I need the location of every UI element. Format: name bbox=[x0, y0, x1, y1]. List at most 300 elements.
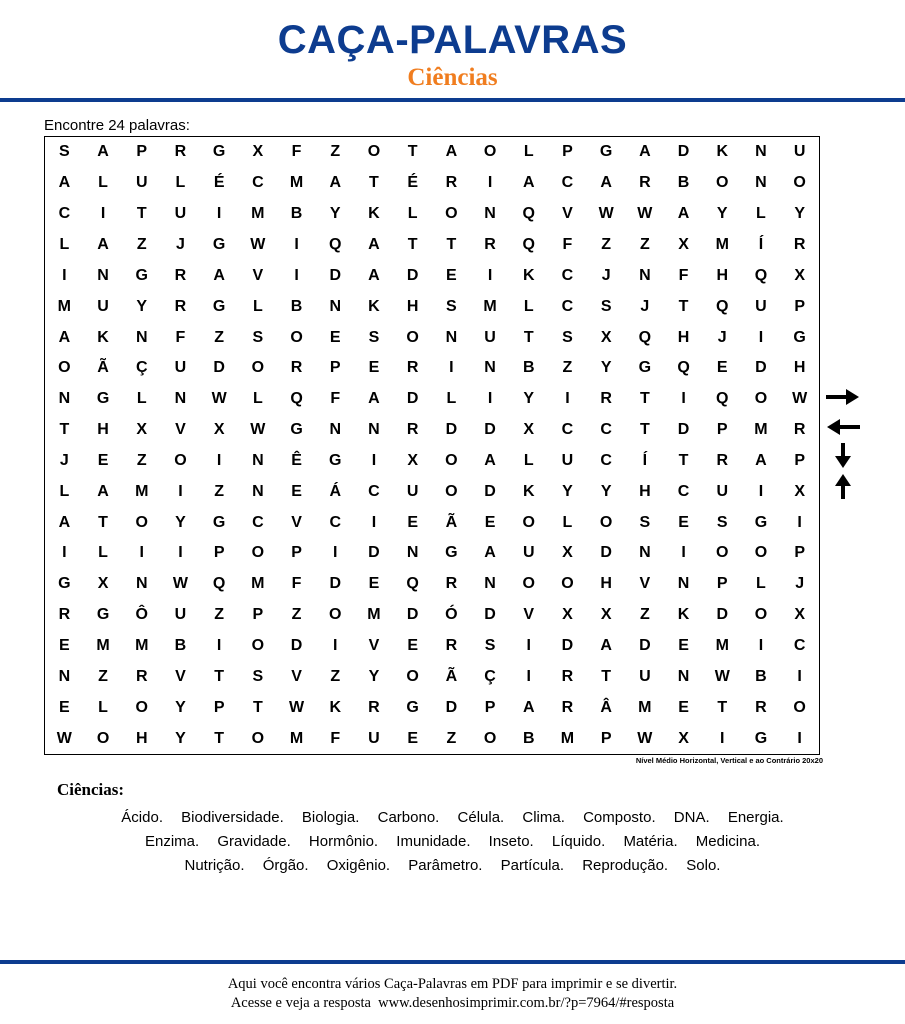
grid-cell: U bbox=[522, 544, 535, 562]
grid-cell: I bbox=[371, 451, 377, 469]
grid-cell: X bbox=[97, 575, 109, 593]
grid-cell: D bbox=[600, 544, 612, 562]
grid-cell: T bbox=[601, 667, 612, 685]
grid-cell: N bbox=[329, 297, 342, 315]
grid-cell: V bbox=[562, 205, 573, 223]
grid-cell: O bbox=[793, 174, 806, 192]
footer bbox=[0, 975, 905, 1013]
grid-cell: I bbox=[62, 544, 67, 562]
grid-cell: Y bbox=[600, 482, 612, 500]
grid-cell: U bbox=[639, 667, 651, 685]
grid-cell: F bbox=[330, 390, 341, 408]
grid-cell: G bbox=[599, 143, 613, 161]
grid-cell: M bbox=[251, 205, 265, 223]
grid-cell: V bbox=[252, 266, 264, 284]
grid-cell: I bbox=[178, 544, 183, 562]
grid-cell: Q bbox=[716, 297, 729, 315]
grid-cell: U bbox=[561, 451, 574, 469]
grid-cell: C bbox=[329, 513, 342, 531]
grid-cell: Q bbox=[212, 575, 226, 593]
grid-cell: X bbox=[794, 606, 805, 624]
word-item: Partícula. bbox=[500, 857, 565, 874]
grid-cell: C bbox=[600, 451, 612, 469]
grid-cell: G bbox=[445, 544, 458, 562]
grid-cell: A bbox=[213, 266, 225, 284]
grid-cell: C bbox=[793, 637, 806, 655]
grid-cell: O bbox=[483, 729, 497, 747]
grid-cell: P bbox=[329, 359, 341, 377]
grid-cell: X bbox=[678, 729, 689, 747]
grid-cell: A bbox=[639, 143, 651, 161]
grid-cell: L bbox=[136, 390, 147, 408]
grid-cell: T bbox=[717, 698, 728, 716]
grid-cell: Y bbox=[562, 482, 573, 500]
grid-cell: G bbox=[96, 390, 110, 408]
grid-cell: G bbox=[212, 297, 226, 315]
grid-cell: L bbox=[98, 174, 108, 192]
word-item: Imunidade. bbox=[396, 833, 471, 850]
grid-cell: Q bbox=[677, 359, 690, 377]
grid-cell: J bbox=[59, 451, 69, 469]
grid-cell: A bbox=[58, 174, 71, 192]
grid-cell: S bbox=[639, 513, 651, 531]
grid-cell: D bbox=[677, 143, 690, 161]
grid-cell: U bbox=[368, 729, 380, 747]
word-item: Matéria. bbox=[623, 833, 678, 850]
grid-cell: W bbox=[288, 698, 305, 716]
grid-cell: Ê bbox=[291, 451, 302, 469]
grid-cell: R bbox=[600, 390, 612, 408]
grid-cell: I bbox=[216, 205, 222, 223]
grid-cell: Z bbox=[562, 359, 573, 377]
grid-cell: E bbox=[716, 359, 728, 377]
grid-cell: J bbox=[175, 235, 185, 253]
grid-cell: K bbox=[716, 143, 729, 161]
grid-cell: Z bbox=[601, 235, 612, 253]
arrow-down-icon bbox=[834, 443, 852, 469]
grid-cell: E bbox=[484, 513, 496, 531]
grid-cell: O bbox=[367, 143, 381, 161]
grid-cell: W bbox=[792, 390, 808, 408]
grid-cell: R bbox=[561, 667, 574, 685]
grid-cell: X bbox=[678, 235, 689, 253]
grid-cell: C bbox=[561, 266, 574, 284]
grid-cell: Y bbox=[329, 205, 341, 223]
footer-divider bbox=[0, 960, 905, 964]
grid-cell: D bbox=[484, 421, 496, 439]
grid-cell: D bbox=[445, 698, 458, 716]
grid-cell: I bbox=[797, 729, 802, 747]
grid-cell: G bbox=[406, 698, 419, 716]
grid-cell: D bbox=[561, 637, 574, 655]
grid-cell: T bbox=[523, 328, 534, 346]
word-item: Biodiversidade. bbox=[181, 809, 284, 826]
grid-cell: M bbox=[483, 297, 497, 315]
grid-cell: M bbox=[367, 606, 381, 624]
grid-cell: G bbox=[754, 729, 768, 747]
word-item: Líquido. bbox=[551, 833, 606, 850]
grid-cell: U bbox=[484, 328, 496, 346]
grid-cell: G bbox=[212, 143, 226, 161]
grid-cell: O bbox=[135, 513, 148, 531]
word-item: Órgão. bbox=[262, 857, 309, 874]
grid-cell: Z bbox=[136, 451, 147, 469]
grid-cell: U bbox=[755, 297, 767, 315]
grid-cell: P bbox=[716, 421, 728, 439]
grid-cell: Q bbox=[638, 328, 652, 346]
grid-cell: I bbox=[526, 637, 531, 655]
grid-cell: O bbox=[135, 698, 148, 716]
grid-cell: T bbox=[407, 235, 418, 253]
grid-cell: C bbox=[252, 174, 264, 192]
grid-cell: I bbox=[139, 544, 144, 562]
grid-cell: V bbox=[523, 606, 535, 624]
grid-cell: P bbox=[562, 143, 573, 161]
footer-line-2: Acesse e veja a resposta www.desenhosimprimir.com.br/?p=7964/#resposta bbox=[230, 995, 675, 1011]
grid-cell: N bbox=[484, 359, 496, 377]
grid-cell: Y bbox=[716, 205, 728, 223]
grid-cell: U bbox=[174, 359, 187, 377]
grid-cell: H bbox=[793, 359, 806, 377]
grid-cell: X bbox=[523, 421, 535, 439]
grid-cell: N bbox=[58, 667, 71, 685]
grid-cell: Z bbox=[330, 143, 341, 161]
grid-cell: G bbox=[754, 513, 768, 531]
grid-cell: G bbox=[638, 359, 652, 377]
grid-cell: Í bbox=[642, 451, 648, 469]
grid-cell: D bbox=[445, 421, 458, 439]
grid-cell: J bbox=[795, 575, 805, 593]
grid-cell: X bbox=[213, 421, 225, 439]
grid-cell: P bbox=[600, 729, 612, 747]
grid-cell: I bbox=[526, 667, 531, 685]
grid-cell: D bbox=[716, 606, 729, 624]
grid-cell: F bbox=[330, 729, 341, 747]
word-item: Medicina. bbox=[695, 833, 760, 850]
grid-cell: Y bbox=[136, 297, 148, 315]
grid-cell: R bbox=[406, 359, 419, 377]
grid-cell: E bbox=[407, 637, 418, 655]
grid-cell: N bbox=[406, 544, 419, 562]
grid-cell: M bbox=[251, 575, 265, 593]
grid-cell: É bbox=[407, 174, 418, 192]
grid-cell: T bbox=[446, 235, 457, 253]
grid-cell: A bbox=[368, 235, 380, 253]
word-item: Ácido. bbox=[121, 809, 163, 826]
grid-cell: Q bbox=[522, 205, 535, 223]
grid-cell: Ô bbox=[135, 606, 148, 624]
grid-cell: K bbox=[97, 328, 109, 346]
grid-cell: D bbox=[368, 544, 380, 562]
grid-cell: W bbox=[637, 205, 653, 223]
grid-cell: Q bbox=[329, 235, 342, 253]
grid-cell: K bbox=[368, 205, 380, 223]
grid-cell: O bbox=[251, 544, 265, 562]
grid-cell: A bbox=[600, 637, 612, 655]
grid-cell: S bbox=[484, 637, 496, 655]
grid-cell: M bbox=[96, 637, 110, 655]
grid-cell: N bbox=[252, 482, 264, 500]
grid-cell: Q bbox=[406, 575, 419, 593]
grid-cell: R bbox=[58, 606, 71, 624]
grid-cell: X bbox=[562, 606, 573, 624]
grid-cell: O bbox=[174, 451, 187, 469]
grid-cell: R bbox=[445, 637, 458, 655]
grid-cell: P bbox=[794, 297, 805, 315]
grid-cell: I bbox=[797, 513, 802, 531]
grid-cell: G bbox=[212, 235, 226, 253]
grid-cell: T bbox=[98, 513, 108, 531]
grid-cell: A bbox=[97, 235, 109, 253]
grid-cell: I bbox=[681, 544, 686, 562]
grid-cell: L bbox=[98, 698, 108, 716]
grid-cell: P bbox=[484, 698, 496, 716]
grid-cell: Á bbox=[329, 482, 342, 500]
grid-cell: U bbox=[135, 174, 148, 192]
grid-cell: Q bbox=[716, 390, 729, 408]
grid-cell: I bbox=[333, 544, 338, 562]
grid-cell: C bbox=[561, 421, 574, 439]
grid-cell: Q bbox=[522, 235, 535, 253]
grid-cell: O bbox=[445, 482, 458, 500]
grid-cell: D bbox=[406, 606, 419, 624]
grid-cell: O bbox=[754, 390, 768, 408]
grid-cell: I bbox=[62, 266, 67, 284]
grid-cell: O bbox=[445, 205, 458, 223]
grid-cell: W bbox=[598, 205, 614, 223]
grid-cell: T bbox=[214, 667, 225, 685]
grid-cell: B bbox=[522, 359, 535, 377]
grid-cell: T bbox=[214, 729, 225, 747]
grid-cell: Í bbox=[758, 235, 764, 253]
grid-cell: H bbox=[716, 266, 729, 284]
word-item: Reprodução. bbox=[582, 857, 669, 874]
grid-cell: Ã bbox=[445, 513, 458, 531]
grid-cell: G bbox=[290, 421, 303, 439]
word-item: Oxigênio. bbox=[326, 857, 391, 874]
grid-cell: Ã bbox=[445, 667, 458, 685]
grid-cell: A bbox=[755, 451, 767, 469]
grid-cell: N bbox=[445, 328, 458, 346]
grid-cell: S bbox=[252, 667, 264, 685]
grid-cell: I bbox=[294, 235, 299, 253]
grid-cell: E bbox=[368, 359, 380, 377]
grid-cell: G bbox=[135, 266, 148, 284]
grid-cell: E bbox=[678, 637, 689, 655]
grid-cell: I bbox=[720, 729, 725, 747]
grid-cell: I bbox=[758, 637, 764, 655]
grid-cell: Y bbox=[600, 359, 612, 377]
word-list-heading: Ciências: bbox=[57, 780, 125, 799]
grid-cell: L bbox=[756, 205, 766, 223]
grid-cell: L bbox=[523, 297, 534, 315]
grid-cell: E bbox=[368, 575, 380, 593]
grid-cell: L bbox=[756, 575, 766, 593]
grid-cell: N bbox=[252, 451, 264, 469]
grid-cell: N bbox=[755, 143, 767, 161]
grid-cell: O bbox=[329, 606, 342, 624]
grid-cell: T bbox=[639, 421, 650, 439]
grid-cell: O bbox=[522, 575, 535, 593]
grid-cell: C bbox=[561, 174, 574, 192]
grid-cell: F bbox=[562, 235, 573, 253]
grid-cell: M bbox=[754, 421, 768, 439]
grid-cell: A bbox=[522, 698, 535, 716]
grid-cell: É bbox=[213, 174, 225, 192]
grid-cell: L bbox=[446, 390, 457, 408]
grid-cell: K bbox=[368, 297, 380, 315]
grid-cell: A bbox=[329, 174, 342, 192]
footer-line-1: Aqui você encontra vários Caça-Palavras em PDF para imprimir e se divertir. bbox=[227, 976, 678, 992]
grid-cell: R bbox=[445, 174, 458, 192]
grid-cell: R bbox=[561, 698, 574, 716]
grid-cell: L bbox=[407, 205, 418, 223]
grid-cell: W bbox=[714, 667, 730, 685]
grid-cell: B bbox=[677, 174, 690, 192]
grid-cell: H bbox=[406, 297, 419, 315]
grid-cell: O bbox=[716, 544, 729, 562]
grid-cell: E bbox=[446, 266, 457, 284]
grid-cell: D bbox=[329, 575, 342, 593]
grid-cell: A bbox=[97, 482, 109, 500]
grid-cell: G bbox=[212, 513, 226, 531]
grid-cell: V bbox=[368, 637, 380, 655]
word-item: Composto. bbox=[583, 809, 656, 826]
grid-cell: V bbox=[291, 667, 302, 685]
grid-cell: T bbox=[678, 451, 689, 469]
word-line bbox=[30, 806, 875, 830]
grid-cell: D bbox=[406, 266, 419, 284]
grid-cell: Z bbox=[214, 328, 225, 346]
grid-cell: V bbox=[175, 421, 186, 439]
grid-cell: I bbox=[681, 390, 686, 408]
grid-cell: O bbox=[483, 143, 497, 161]
grid-cell: Ç bbox=[484, 667, 496, 685]
grid-cell: L bbox=[523, 143, 534, 161]
grid-cell: O bbox=[599, 513, 613, 531]
word-item: Energia. bbox=[727, 809, 784, 826]
grid-cell: T bbox=[252, 698, 263, 716]
grid-cell: I bbox=[449, 359, 454, 377]
word-item: Enzima. bbox=[145, 833, 200, 850]
grid-cell: C bbox=[58, 205, 71, 223]
grid-cell: P bbox=[213, 544, 225, 562]
grid-cell: Z bbox=[136, 235, 147, 253]
grid-cell: W bbox=[250, 235, 266, 253]
grid-cell: R bbox=[174, 266, 187, 284]
grid-cell: F bbox=[678, 266, 689, 284]
grid-cell: O bbox=[754, 544, 768, 562]
word-item: Célula. bbox=[457, 809, 505, 826]
grid-cell: Ã bbox=[97, 359, 109, 377]
grid-cell: O bbox=[251, 637, 265, 655]
grid-cell: N bbox=[368, 421, 380, 439]
grid-cell: G bbox=[793, 328, 806, 346]
grid-cell: I bbox=[487, 174, 493, 192]
grid-cell: E bbox=[291, 482, 302, 500]
grid-cell: Y bbox=[794, 205, 805, 223]
grid-cell: K bbox=[677, 606, 690, 624]
grid-cell: Q bbox=[290, 390, 303, 408]
grid-cell: G bbox=[329, 451, 342, 469]
grid-cell: M bbox=[638, 698, 652, 716]
grid-cell: A bbox=[484, 544, 496, 562]
grid-cell: D bbox=[755, 359, 767, 377]
grid-cell: I bbox=[178, 482, 183, 500]
grid-cell: W bbox=[637, 729, 653, 747]
grid-cell: T bbox=[59, 421, 70, 439]
grid-cell: N bbox=[677, 667, 690, 685]
page-subtitle: Ciências bbox=[407, 64, 498, 91]
grid-cell: Y bbox=[175, 513, 186, 531]
grid-cell: M bbox=[289, 729, 304, 747]
grid-cell: T bbox=[369, 174, 379, 192]
grid-cell: E bbox=[59, 637, 70, 655]
grid-cell: I bbox=[100, 205, 106, 223]
grid-cell: K bbox=[522, 482, 535, 500]
grid-cell: D bbox=[484, 482, 496, 500]
word-line bbox=[30, 854, 875, 878]
grid-cell: U bbox=[716, 482, 729, 500]
grid-cell: B bbox=[290, 205, 303, 223]
grid-cell: Â bbox=[600, 698, 612, 716]
grid-cell: C bbox=[600, 421, 612, 439]
grid-cell: J bbox=[640, 297, 650, 315]
grid-cell: H bbox=[97, 421, 109, 439]
grid-cell: I bbox=[333, 637, 338, 655]
grid-cell: F bbox=[291, 143, 302, 161]
grid-cell: O bbox=[406, 667, 419, 685]
grid-cell: N bbox=[639, 266, 651, 284]
grid-cell: U bbox=[793, 143, 806, 161]
grid-cell: U bbox=[174, 606, 187, 624]
grid-cell: R bbox=[174, 143, 187, 161]
grid-cell: K bbox=[522, 266, 535, 284]
header-divider bbox=[0, 98, 905, 102]
grid-cell: R bbox=[716, 451, 729, 469]
grid-cell: I bbox=[758, 482, 764, 500]
grid-cell: J bbox=[601, 266, 611, 284]
grid-cell: V bbox=[639, 575, 651, 593]
grid-cell: X bbox=[794, 266, 805, 284]
grid-cell: P bbox=[136, 143, 148, 161]
grid-cell: D bbox=[290, 637, 303, 655]
grid-cell: N bbox=[135, 575, 148, 593]
grid-cell: O bbox=[793, 698, 806, 716]
grid-cell: B bbox=[522, 729, 535, 747]
grid-cell: L bbox=[252, 390, 263, 408]
page-title: CAÇA-PALAVRAS bbox=[277, 18, 628, 62]
grid-cell: O bbox=[251, 359, 265, 377]
grid-cell: P bbox=[794, 451, 805, 469]
grid-cell: D bbox=[484, 606, 496, 624]
word-item: Carbono. bbox=[377, 809, 440, 826]
grid-cell: I bbox=[565, 390, 570, 408]
grid-cell: A bbox=[58, 513, 71, 531]
grid-cell: N bbox=[58, 390, 71, 408]
grid-cell: U bbox=[406, 482, 419, 500]
grid-cell: Z bbox=[330, 667, 341, 685]
grid-cell: X bbox=[407, 451, 418, 469]
arrow-up-icon bbox=[834, 473, 852, 499]
grid-cell: Y bbox=[368, 667, 380, 685]
grid-cell: D bbox=[639, 637, 651, 655]
word-item: Nutrição. bbox=[184, 857, 245, 874]
grid-cell: I bbox=[216, 451, 222, 469]
grid-cell: X bbox=[252, 143, 264, 161]
grid-cell: R bbox=[793, 421, 806, 439]
grid-cell: S bbox=[562, 328, 573, 346]
